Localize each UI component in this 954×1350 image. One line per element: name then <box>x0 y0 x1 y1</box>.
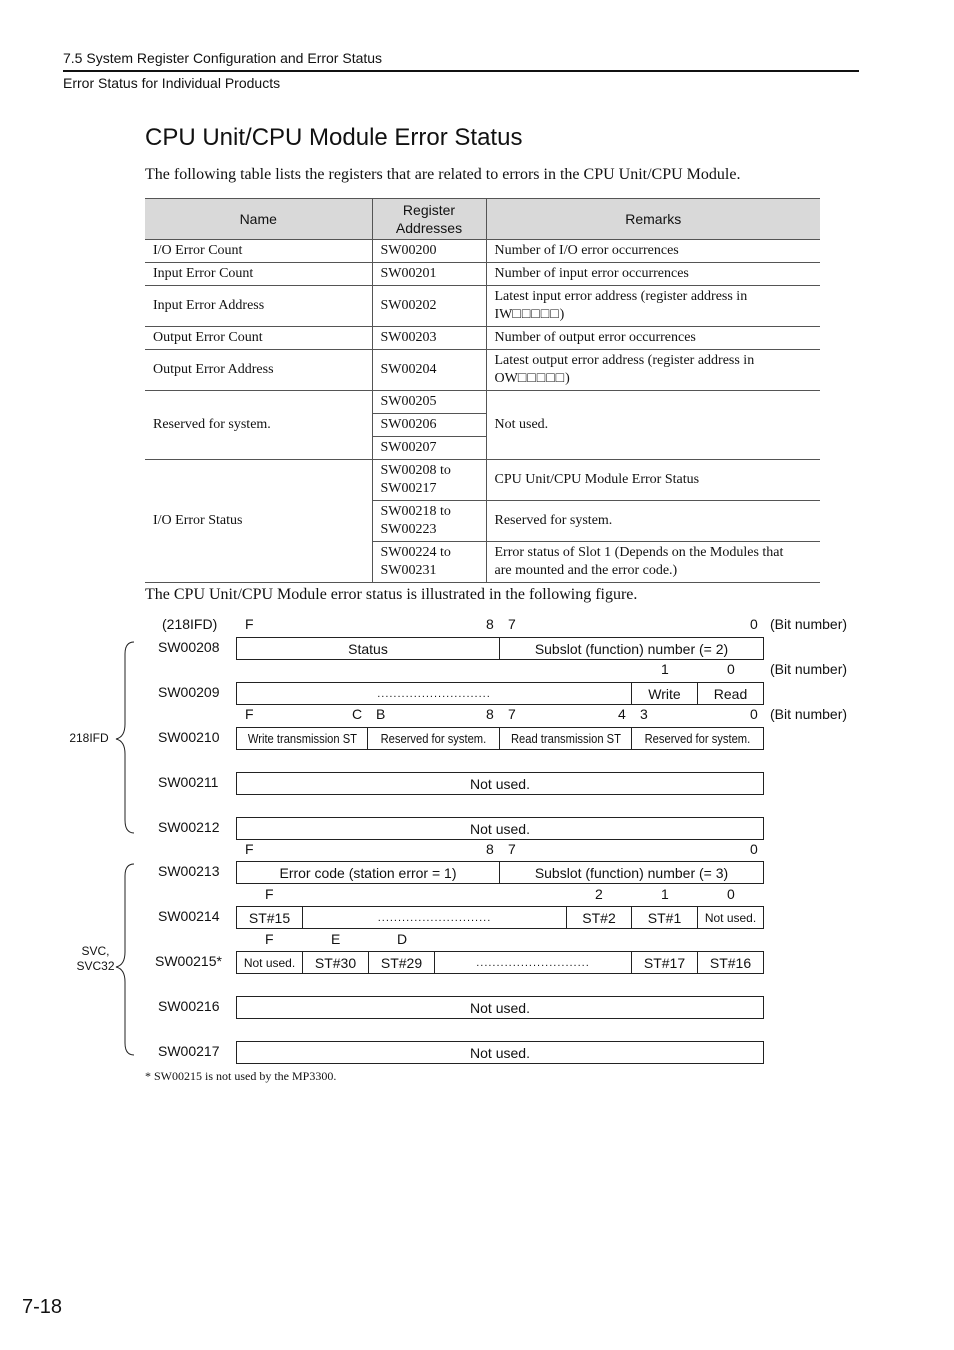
row-addr <box>372 460 486 501</box>
remarks-prefix: OW <box>494 371 518 386</box>
not-used-cell: Not used. <box>236 1041 764 1064</box>
bit-0: 0 <box>750 706 758 722</box>
bit-7: 7 <box>508 841 516 857</box>
bit-f: F <box>265 886 274 902</box>
row-remarks <box>486 350 820 391</box>
station-cell: ST#17 <box>631 951 698 974</box>
page-title: CPU Unit/CPU Module Error Status <box>145 124 523 151</box>
register-label: SW00212 <box>158 819 220 835</box>
header-remarks: Remarks <box>486 199 820 240</box>
remarks-line1: Error status of Slot 1 (Depends on the Modules that <box>494 545 784 560</box>
cell-text: Reserved for system. <box>380 731 487 746</box>
row-addr: SW00200 <box>372 240 486 263</box>
station-cell: ST#1 <box>631 906 698 929</box>
table-row <box>145 263 820 286</box>
addr-line2: SW00217 <box>380 481 437 496</box>
register-label: SW00215* <box>155 953 222 969</box>
header-rule <box>63 70 859 72</box>
row-addr: SW00203 <box>372 327 486 350</box>
bit-c: C <box>352 706 363 722</box>
dots-cell <box>236 682 632 705</box>
ellipsis: ............................ <box>377 687 491 700</box>
status-cell: Status <box>236 637 500 660</box>
cell-text: Reserved for system. <box>644 731 751 746</box>
bit-7: 7 <box>508 706 516 722</box>
bit-b: B <box>376 706 386 722</box>
row-remarks: Number of input error occurrences <box>486 263 820 286</box>
header-addresses <box>372 199 486 240</box>
bit-number-label: (Bit number) <box>770 661 848 677</box>
group-label-218ifd: 218IFD <box>69 731 109 745</box>
register-label: SW00217 <box>158 1043 220 1059</box>
station-cell: ST#30 <box>302 951 369 974</box>
register-label: SW00214 <box>158 908 220 924</box>
table-row <box>145 460 820 501</box>
row-addr <box>372 501 486 542</box>
read-cell: Read <box>697 682 764 705</box>
group-label-svc <box>68 944 123 974</box>
remarks-prefix: IW <box>494 307 513 322</box>
row-remarks: CPU Unit/CPU Module Error Status <box>486 460 820 501</box>
table-row <box>145 391 820 414</box>
dots-cell <box>434 951 632 974</box>
intro-paragraph: The following table lists the registers that are related to errors in the CPU Unit/CPU Module. <box>145 166 741 183</box>
row-remarks <box>486 286 820 327</box>
footnote: * SW00215 is not used by the MP3300. <box>145 1069 337 1083</box>
row-addr: SW00205 <box>372 391 486 414</box>
bit-4: 4 <box>618 706 626 722</box>
remarks-line1: Latest output error address (register address in <box>494 353 755 368</box>
subslot-cell: Subslot (function) number (= 2) <box>499 637 764 660</box>
remarks-line1: Latest input error address (register address in <box>494 289 748 304</box>
brace-218ifd <box>116 642 134 833</box>
row-addr: SW00207 <box>372 437 486 460</box>
station-cell: ST#29 <box>368 951 435 974</box>
table-row <box>145 286 820 327</box>
remarks-close: ) <box>565 371 570 386</box>
bit-3: 3 <box>640 706 648 722</box>
group-braces <box>108 640 138 1060</box>
row-name: Input Error Address <box>145 286 372 327</box>
placeholder-boxes: □□□□□ <box>517 371 566 386</box>
not-used-cell: Not used. <box>236 951 303 974</box>
bit-f: F <box>265 931 274 947</box>
cell-text: Write transmission ST <box>247 731 357 746</box>
row-remarks: Number of output error occurrences <box>486 327 820 350</box>
subsection-header: Error Status for Individual Products <box>63 75 281 91</box>
write-cell: Write <box>631 682 698 705</box>
register-label: SW00216 <box>158 998 220 1014</box>
addr-line1: SW00224 to <box>380 545 451 560</box>
bit-d: D <box>397 931 408 947</box>
row-remarks <box>486 542 820 583</box>
row-addr <box>372 542 486 583</box>
row-addr: SW00204 <box>372 350 486 391</box>
write-transmission-cell <box>236 727 368 750</box>
row-addr: SW00202 <box>372 286 486 327</box>
read-transmission-cell <box>499 727 632 750</box>
register-label: SW00211 <box>158 774 219 790</box>
row-name: Reserved for system. <box>145 391 372 460</box>
ellipsis: ............................ <box>476 956 590 969</box>
column-label: (218IFD) <box>162 616 218 632</box>
header-name: Name <box>145 199 372 240</box>
register-label: SW00209 <box>158 684 220 700</box>
addr-line2: SW00223 <box>380 522 437 537</box>
register-label: SW00208 <box>158 639 220 655</box>
bit-number-label: (Bit number) <box>770 616 848 632</box>
bit-0: 0 <box>727 661 735 677</box>
row-name: Input Error Count <box>145 263 372 286</box>
reserved-cell <box>631 727 764 750</box>
section-header: 7.5 System Register Configuration and Error Status <box>63 50 383 66</box>
station-cell: ST#16 <box>697 951 764 974</box>
not-used-cell: Not used. <box>697 906 764 929</box>
row-remarks: Not used. <box>486 391 820 460</box>
bit-8: 8 <box>486 706 494 722</box>
register-label: SW00213 <box>158 863 220 879</box>
table-header-row <box>145 199 820 240</box>
station-cell: ST#2 <box>566 906 632 929</box>
figure-intro: The CPU Unit/CPU Module error status is illustrated in the following figure. <box>145 586 638 603</box>
cell-text: Read transmission ST <box>510 731 621 746</box>
ellipsis: ............................ <box>377 911 492 924</box>
bit-number-label: (Bit number) <box>770 706 848 722</box>
table-row <box>145 327 820 350</box>
bit-7: 7 <box>508 616 516 632</box>
group-label-svc-line1: SVC, <box>81 944 110 958</box>
not-used-cell: Not used. <box>236 772 764 795</box>
table-row <box>145 350 820 391</box>
group-label-svc-line2: SVC32 <box>76 959 115 973</box>
addr-line1: SW00218 to <box>380 504 451 519</box>
station-cell: ST#15 <box>236 906 303 929</box>
bit-8: 8 <box>486 841 494 857</box>
bit-f: F <box>245 841 254 857</box>
error-code-cell: Error code (station error = 1) <box>236 861 500 884</box>
bit-0: 0 <box>727 886 735 902</box>
not-used-cell: Not used. <box>236 817 764 840</box>
row-addr: SW00206 <box>372 414 486 437</box>
register-table <box>145 198 820 583</box>
row-name: I/O Error Status <box>145 460 372 583</box>
table-row <box>145 240 820 263</box>
row-remarks: Reserved for system. <box>486 501 820 542</box>
bit-1: 1 <box>661 661 669 677</box>
page-number: 7-18 <box>22 1296 63 1318</box>
dots-cell <box>302 906 567 929</box>
remarks-close: ) <box>559 307 565 322</box>
row-name: Output Error Address <box>145 350 372 391</box>
bit-e: E <box>331 931 341 947</box>
remarks-line2: are mounted and the error code.) <box>494 563 678 578</box>
bit-f: F <box>245 706 254 722</box>
header-addr-line1: Register <box>402 202 456 218</box>
register-label: SW00210 <box>158 729 220 745</box>
addr-line1: SW00208 to <box>380 463 451 478</box>
row-name: Output Error Count <box>145 327 372 350</box>
bit-1: 1 <box>661 886 669 902</box>
row-name: I/O Error Count <box>145 240 372 263</box>
header-addr-line2: Addresses <box>395 220 463 236</box>
reserved-cell <box>367 727 500 750</box>
placeholder-boxes: □□□□□ <box>512 307 560 322</box>
addr-line2: SW00231 <box>380 563 437 578</box>
bit-0: 0 <box>750 841 758 857</box>
bit-0: 0 <box>750 616 758 632</box>
bit-8: 8 <box>486 616 494 632</box>
row-remarks: Number of I/O error occurrences <box>486 240 820 263</box>
bit-2: 2 <box>595 886 603 902</box>
not-used-cell: Not used. <box>236 996 764 1019</box>
subslot-cell: Subslot (function) number (= 3) <box>499 861 764 884</box>
row-addr: SW00201 <box>372 263 486 286</box>
bit-f: F <box>245 616 254 632</box>
